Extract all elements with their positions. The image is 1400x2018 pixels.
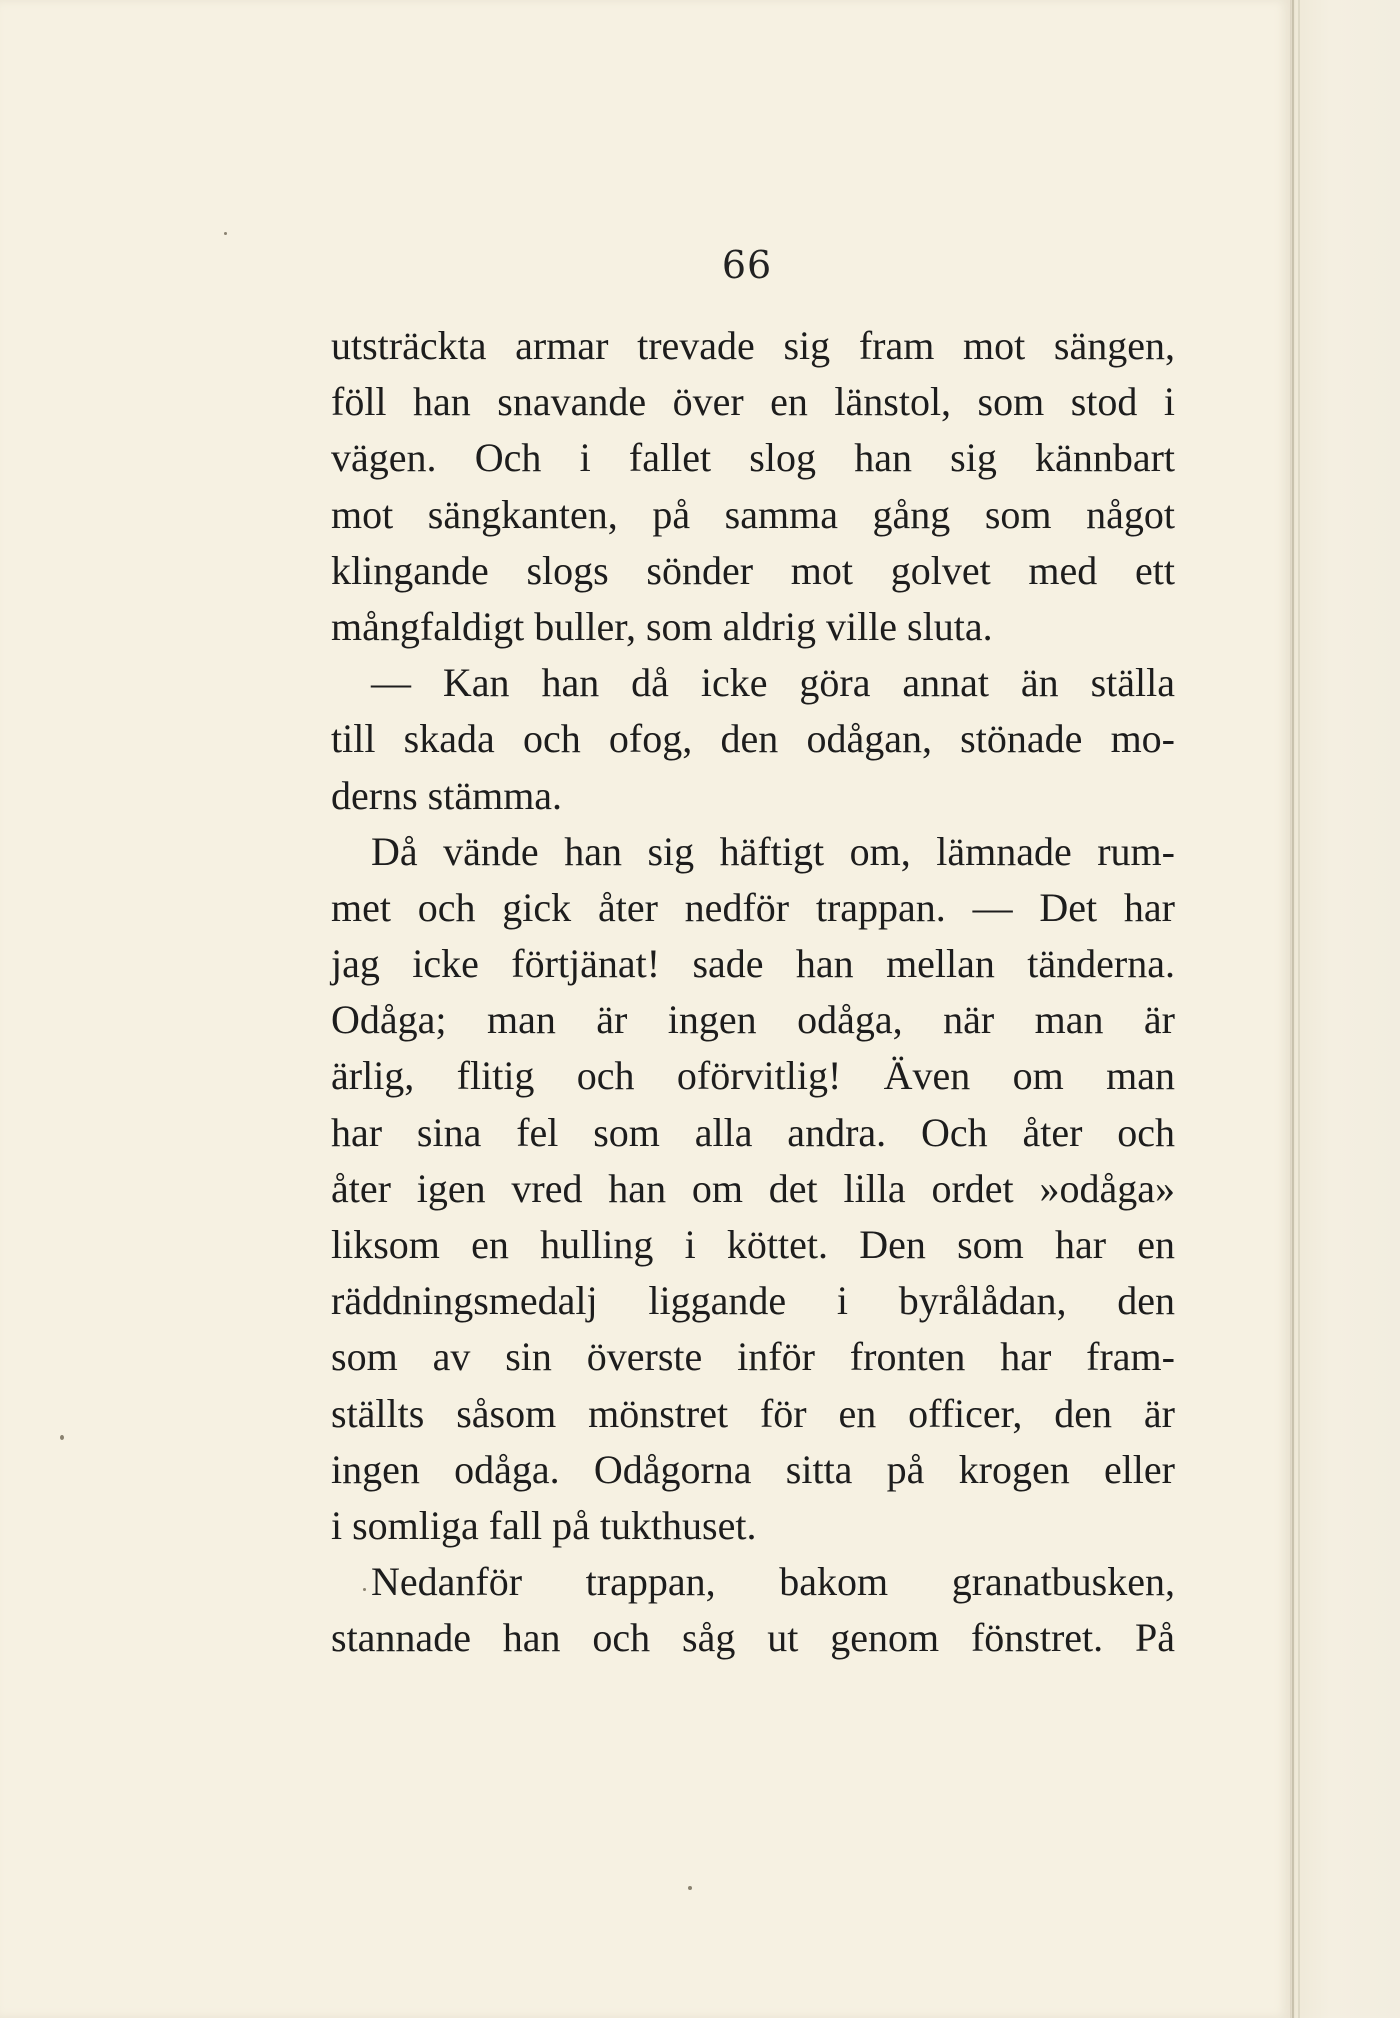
page-edge — [1290, 0, 1400, 2018]
text-line: föll han snavande över en länstol, som stod i — [331, 379, 1175, 425]
page-edge-line — [1298, 0, 1300, 2018]
text-line: klingande slogs sönder mot golvet med ett — [331, 547, 1175, 593]
page-number: 66 — [721, 243, 773, 287]
body-text — [331, 318, 1175, 1667]
paper-speck — [60, 1435, 64, 1440]
text-line: ingen odåga. Odågorna sitta på krogen eller — [331, 1446, 1175, 1492]
text-line: mångfaldigt buller, som aldrig ville sluta. — [331, 603, 993, 649]
text-line: åter igen vred han om det lilla ordet »odåga» — [331, 1165, 1175, 1211]
text-line: jag icke förtjänat! sade han mellan tänderna. — [331, 941, 1175, 987]
paper-speck — [688, 1886, 692, 1890]
text-line: i somliga fall på tukthuset. — [331, 1502, 757, 1548]
text-line: stannade han och såg ut genom fönstret. På — [331, 1615, 1175, 1661]
text-line: derns stämma. — [331, 772, 563, 818]
text-line: Nedanför trappan, bakom granatbusken, — [371, 1559, 1175, 1605]
text-line: vägen. Och i fallet slog han sig kännbart — [331, 435, 1175, 481]
text-line: liksom en hulling i köttet. Den som har en — [331, 1222, 1175, 1267]
text-line: ställts såsom mönstret för en officer, den är — [331, 1390, 1175, 1436]
text-line: till skada och ofog, den odågan, stönade mo- — [331, 716, 1175, 762]
text-line: som av sin överste inför fronten har fram- — [331, 1334, 1175, 1380]
text-line: met och gick åter nedför trappan. — Det har — [331, 884, 1175, 930]
text-line: — Kan han då icke göra annat än ställa — [371, 660, 1175, 706]
text-line: mot sängkanten, på samma gång som något — [331, 491, 1175, 537]
text-line: räddningsmedalj liggande i byrålådan, den — [331, 1278, 1175, 1324]
text-line: utsträckta armar trevade sig fram mot sängen, — [331, 323, 1175, 368]
page-edge-line — [1292, 0, 1294, 2018]
paper-speck — [224, 232, 227, 235]
text-line: ärlig, flitig och oförvitlig! Även om man — [331, 1053, 1175, 1099]
text-line: Då vände han sig häftigt om, lämnade rum- — [371, 828, 1175, 874]
text-line: Odåga; man är ingen odåga, när man är — [331, 997, 1175, 1043]
text-line: har sina fel som alla andra. Och åter och — [331, 1109, 1175, 1155]
